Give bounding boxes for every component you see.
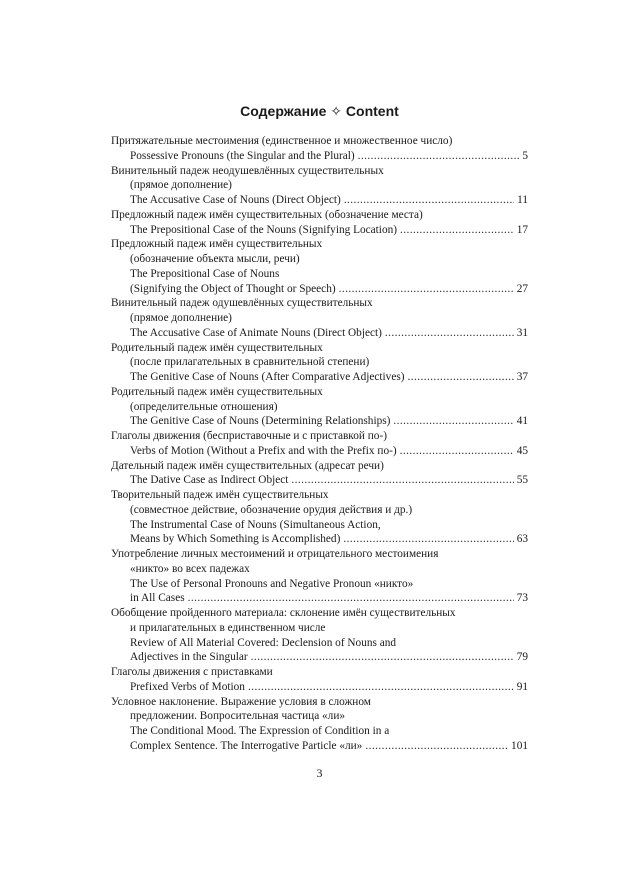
toc-entry-subtitle-ru: (совместное действие, обозначение орудия действия и др.) bbox=[130, 503, 413, 516]
toc-page-number: 55 bbox=[516, 474, 528, 487]
toc-entry bbox=[111, 341, 528, 385]
toc-entry bbox=[111, 164, 528, 208]
toc-entry-title-en: The Instrumental Case of Nouns (Simultaneous Action, bbox=[130, 518, 381, 531]
toc-entry-title-ru: Обобщение пройденного материала: склонение имён существительных bbox=[111, 607, 456, 619]
toc-entry-title-en: The Prepositional Case of Nouns bbox=[130, 267, 280, 280]
toc-page-number: 73 bbox=[516, 592, 528, 605]
toc-entry-title-ru: Притяжательные местоимения (единственное и множественное число) bbox=[111, 135, 453, 147]
toc-entry-title-en: The Dative Case as Indirect Object bbox=[130, 474, 289, 487]
toc-entry-subtitle-ru: (обозначение объекта мысли, речи) bbox=[130, 253, 300, 265]
toc-entry-title-ru: Предложный падеж имён существительных bbox=[111, 238, 323, 251]
toc-entry bbox=[111, 134, 528, 164]
toc-entry-leader-line bbox=[111, 370, 528, 385]
dot-leader bbox=[188, 591, 514, 606]
toc-page-number: 101 bbox=[511, 739, 528, 752]
toc-entry-leader-line bbox=[111, 680, 528, 695]
dot-leader bbox=[291, 473, 513, 488]
toc-entry bbox=[111, 488, 528, 547]
toc-entry-leader-line bbox=[111, 473, 528, 488]
toc-entry bbox=[111, 429, 528, 459]
toc-entry bbox=[111, 459, 528, 489]
dot-leader bbox=[365, 739, 508, 754]
toc-entry-title-en: (Signifying the Object of Thought or Speech) bbox=[130, 282, 336, 295]
toc-entry-subtitle-ru: (после прилагательных в сравнительной степени) bbox=[130, 356, 370, 369]
toc-page-number: 79 bbox=[516, 651, 528, 664]
toc-entry-title-ru: Употребление личных местоимений и отрицательного местоимения bbox=[111, 548, 439, 560]
toc-entry-title-en: The Genitive Case of Nouns (Determining Relationships) bbox=[130, 415, 391, 428]
toc-page-number: 91 bbox=[516, 680, 528, 693]
toc-entry-title-ru: Винительный падеж одушевлённых существительных bbox=[111, 297, 373, 310]
toc-entry-subtitle-ru: (прямое дополнение) bbox=[130, 179, 232, 192]
toc-entry-title-en: Means by Which Something is Accomplished) bbox=[130, 533, 341, 546]
toc-page-number: 5 bbox=[522, 149, 528, 162]
toc-entry-leader-line bbox=[111, 591, 528, 606]
toc-entry bbox=[111, 385, 528, 429]
toc-entry bbox=[111, 296, 528, 340]
toc-entry bbox=[111, 695, 528, 754]
toc-entry-title-ru: Родительный падеж имён существительных bbox=[111, 385, 323, 398]
toc-entry-subtitle-ru: (прямое дополнение) bbox=[130, 312, 232, 324]
dot-leader bbox=[344, 193, 514, 208]
toc-page-number: 37 bbox=[516, 371, 528, 383]
toc-entry-title-ru: Дательный падеж имён существительных (адресат речи) bbox=[111, 459, 384, 472]
toc-entry-title-ru: Винительный падеж неодушевлённых существительных bbox=[111, 164, 384, 177]
toc-page-number: 27 bbox=[516, 282, 528, 295]
table-of-contents bbox=[111, 134, 528, 754]
toc-entry-title-en: The Conditional Mood. The Expression of Condition in a bbox=[130, 725, 390, 737]
toc-entry-leader-line bbox=[111, 282, 528, 297]
toc-entry-title-en: The Prepositional Case of the Nouns (Signifying Location) bbox=[130, 223, 397, 236]
dot-leader bbox=[400, 223, 514, 238]
toc-entry-title-ru: Творительный падеж имён существительных bbox=[111, 489, 329, 501]
toc-page-number: 63 bbox=[516, 533, 528, 546]
toc-page-number: 17 bbox=[516, 223, 528, 236]
toc-entry bbox=[111, 665, 528, 695]
toc-entry bbox=[111, 606, 528, 665]
toc-entry-leader-line bbox=[111, 223, 528, 238]
toc-entry-title-en: Complex Sentence. The Interrogative Particle «ли» bbox=[130, 739, 363, 752]
dot-leader bbox=[400, 444, 514, 459]
toc-entry-title-en: in All Cases bbox=[130, 592, 185, 605]
toc-entry-leader-line bbox=[111, 414, 528, 429]
toc-entry bbox=[111, 208, 528, 238]
toc-entry-title-ru: Условное наклонение. Выражение условия в сложном bbox=[111, 695, 371, 708]
dot-leader bbox=[343, 532, 513, 547]
toc-entry-title-en: Review of All Material Covered: Declension of Nouns and bbox=[130, 636, 397, 649]
toc-entry-title-en: Prefixed Verbs of Motion bbox=[130, 680, 245, 693]
toc-entry-title-en: The Use of Personal Pronouns and Negative Pronoun «никто» bbox=[130, 577, 414, 590]
toc-entry-title-en: The Accusative Case of Animate Nouns (Direct Object) bbox=[130, 326, 382, 339]
dot-leader bbox=[358, 149, 520, 164]
toc-page-number: 31 bbox=[516, 326, 528, 339]
toc-entry-subtitle-ru: (определительные отношения) bbox=[130, 400, 278, 413]
toc-heading: Содержание ✧ Content bbox=[240, 103, 399, 119]
toc-entry-title-en: The Accusative Case of Nouns (Direct Object) bbox=[130, 194, 341, 206]
toc-page-number: 45 bbox=[516, 444, 528, 457]
toc-entry bbox=[111, 547, 528, 606]
toc-entry-leader-line bbox=[111, 739, 528, 754]
dot-leader bbox=[408, 370, 514, 385]
toc-entry-title-en: The Genitive Case of Nouns (After Comparative Adjectives) bbox=[130, 371, 405, 383]
toc-entry-title-ru: Глаголы движения с приставками bbox=[111, 666, 273, 678]
toc-entry-title-en: Possessive Pronouns (the Singular and the Plural) bbox=[130, 149, 355, 162]
toc-entry-title-en: Adjectives in the Singular bbox=[130, 651, 248, 664]
toc-entry-title-en: Verbs of Motion (Without a Prefix and with the Prefix по-) bbox=[130, 444, 397, 457]
toc-entry-leader-line bbox=[111, 326, 528, 341]
toc-page-number: 41 bbox=[516, 415, 528, 428]
toc-entry-title-ru: Родительный падеж имён существительных bbox=[111, 341, 323, 354]
toc-entry-leader-line bbox=[111, 650, 528, 665]
toc-entry bbox=[111, 237, 528, 296]
dot-leader bbox=[339, 282, 514, 297]
dot-leader bbox=[251, 650, 514, 665]
page-number: 3 bbox=[316, 766, 323, 780]
toc-entry-leader-line bbox=[111, 532, 528, 547]
toc-entry-leader-line bbox=[111, 444, 528, 459]
toc-entry-subtitle-ru: «никто» во всех падежах bbox=[130, 562, 250, 575]
toc-entry-title-ru: Предложный падеж имён существительных (обозначение места) bbox=[111, 208, 423, 221]
toc-page-number: 11 bbox=[517, 194, 528, 206]
dot-leader bbox=[393, 414, 513, 429]
toc-entry-leader-line bbox=[111, 193, 528, 208]
toc-entry-subtitle-ru: и прилагательных в единственном числе bbox=[130, 621, 326, 634]
toc-entry-subtitle-ru: предложении. Вопросительная частица «ли» bbox=[130, 710, 346, 723]
toc-entry-leader-line bbox=[111, 149, 528, 164]
toc-entry-title-ru: Глаголы движения (бесприставочные и с приставкой по-) bbox=[111, 430, 387, 442]
dot-leader bbox=[385, 326, 514, 341]
dot-leader bbox=[248, 680, 514, 695]
